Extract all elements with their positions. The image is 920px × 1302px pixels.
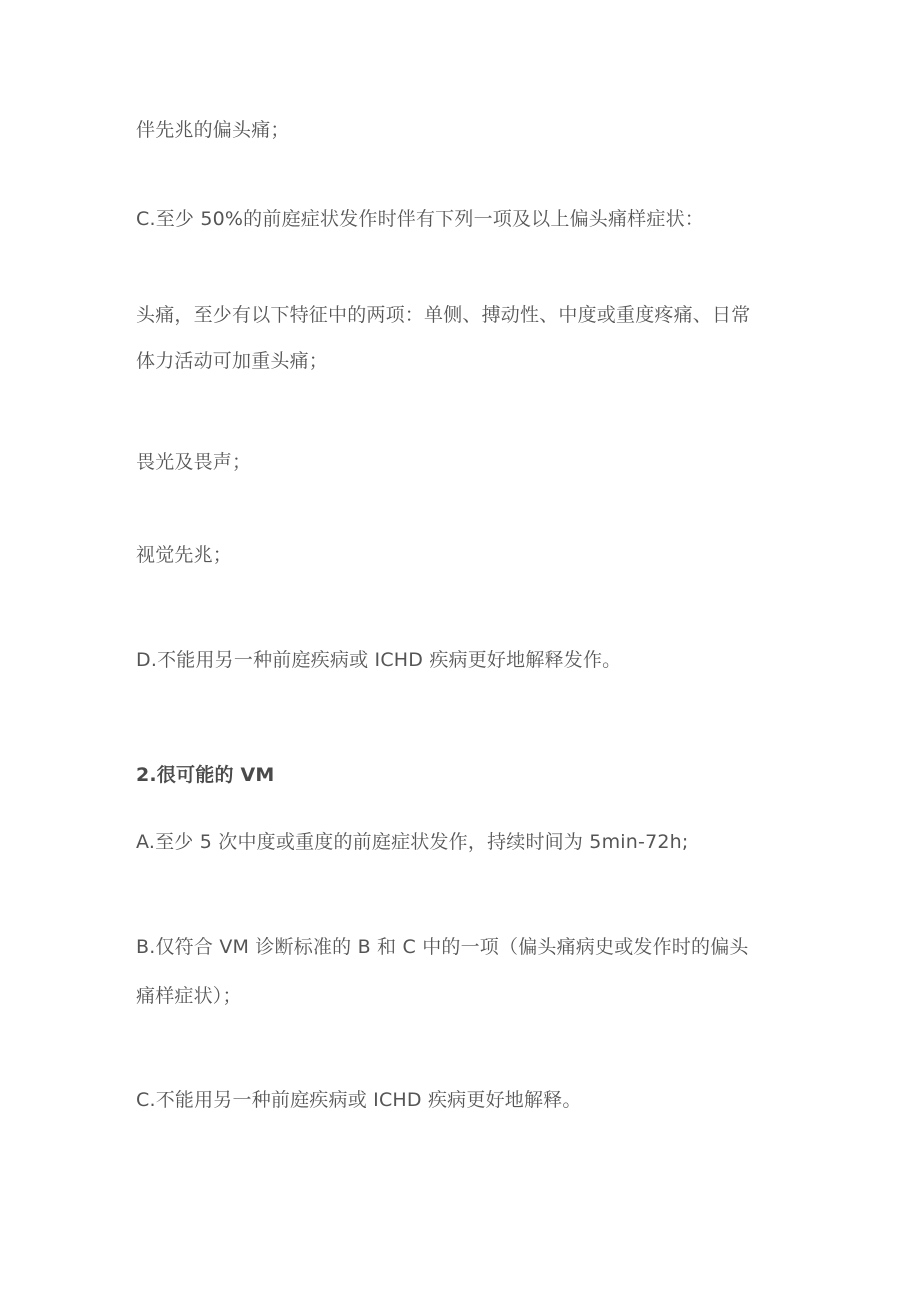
headache-features-line-2: 体力活动可加重头痛；: [136, 350, 329, 372]
criterion-d: D.不能用另一种前庭疾病或 ICHD 疾病更好地解释发作。: [136, 649, 622, 671]
probable-criterion-b-line-2: 痛样症状）；: [136, 985, 242, 1007]
visual-aura: 视觉先兆；: [136, 544, 233, 566]
text-line-migraine-aura: 伴先兆的偏头痛；: [136, 119, 290, 141]
probable-criterion-a: A.至少 5 次中度或重度的前庭症状发作，持续时间为 5min-72h;: [136, 831, 689, 853]
probable-criterion-b-line-1: B.仅符合 VM 诊断标准的 B 和 C 中的一项（偏头痛病史或发作时的偏头: [136, 936, 749, 958]
section-heading-probable-vm: 2.很可能的 VM: [136, 764, 275, 786]
probable-criterion-c: C.不能用另一种前庭疾病或 ICHD 疾病更好地解释。: [136, 1089, 582, 1111]
criterion-c: C.至少 50%的前庭症状发作时伴有下列一项及以上偏头痛样症状：: [136, 208, 704, 230]
headache-features-line-1: 头痛，至少有以下特征中的两项：单侧、搏动性、中度或重度疼痛、日常: [136, 304, 751, 326]
photophobia-phonophobia: 畏光及畏声；: [136, 451, 252, 473]
